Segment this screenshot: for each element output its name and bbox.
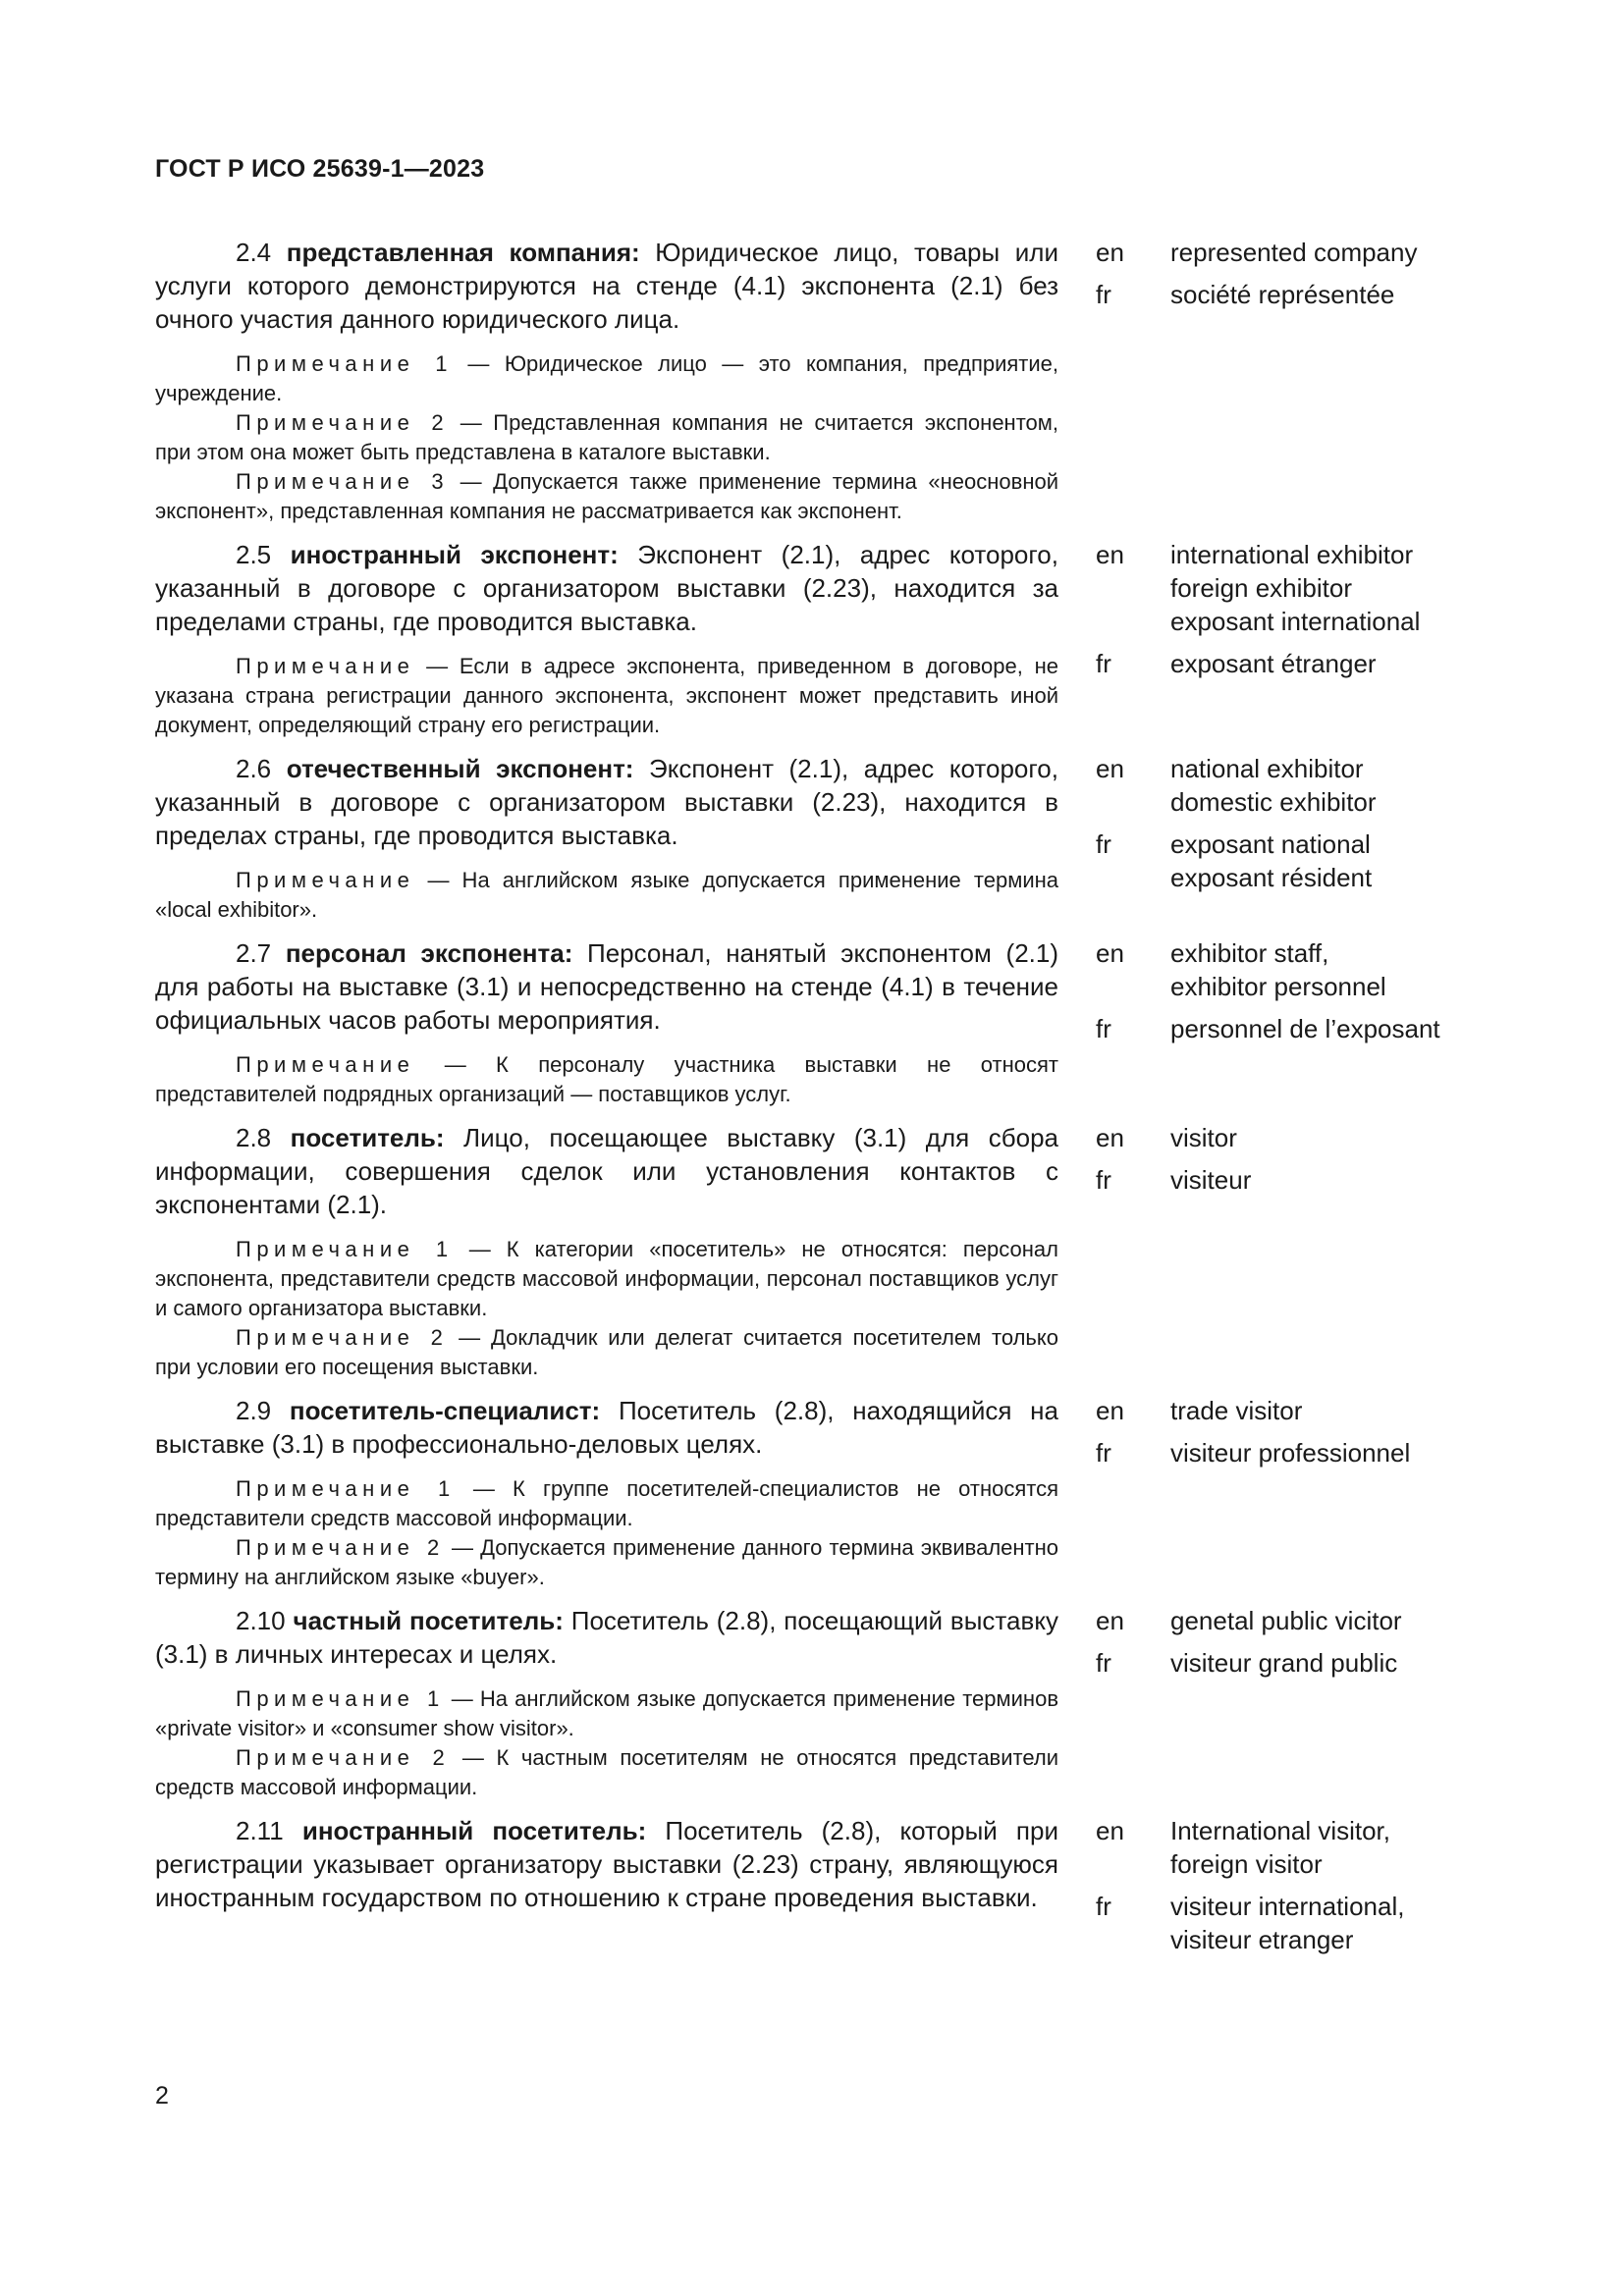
note-text: — Докладчик или делегат считается посетителем только при условии его посещения выставки. xyxy=(155,1325,1058,1379)
foreign-equivalents-column xyxy=(1096,752,1471,925)
language-code: fr xyxy=(1096,649,1111,678)
equivalent-term: foreign exhibitor xyxy=(1170,573,1352,603)
term-definition-column xyxy=(155,236,1058,526)
foreign-equivalents-column xyxy=(1096,538,1471,740)
language-group xyxy=(1096,828,1471,894)
term-name: частный посетитель: xyxy=(293,1606,564,1635)
note-label: Примечание 2 xyxy=(236,1325,449,1350)
term-definition xyxy=(155,752,1058,852)
foreign-equivalents-column xyxy=(1096,1121,1471,1382)
equivalent-terms xyxy=(1170,647,1471,680)
terms-list xyxy=(155,236,1471,1956)
language-code: en xyxy=(1096,540,1124,569)
language-group xyxy=(1096,1814,1471,1881)
term-definition-column xyxy=(155,752,1058,925)
language-group xyxy=(1096,1121,1471,1154)
definition-text: Посетитель (2.8), который при регистрации указывает организатору выставки (2.23) страну, являющуюся иностранным государством по отношению к стране проведения выставки. xyxy=(155,1816,1058,1912)
note-text: — Допускается также применение термина «неосновной экспонент», представленная компания не рассматривается как экспонент. xyxy=(155,469,1059,523)
term-name: представленная компания: xyxy=(286,238,640,267)
equivalent-terms xyxy=(1170,936,1471,1003)
term-number: 2.6 xyxy=(236,754,272,783)
notes-block xyxy=(155,1235,1058,1382)
note-label: Примечание xyxy=(236,1052,415,1077)
note xyxy=(155,1323,1058,1382)
equivalent-term: visitor xyxy=(1170,1123,1237,1152)
note xyxy=(155,1743,1058,1802)
language-group xyxy=(1096,936,1471,1003)
note-text: — Допускается применение данного термина эквивалентно термину на английском языке «buyer». xyxy=(155,1535,1059,1589)
notes-block xyxy=(155,1474,1058,1592)
note xyxy=(155,1050,1058,1109)
language-code: en xyxy=(1096,1123,1124,1152)
note-label: Примечание 1 xyxy=(236,1476,456,1501)
term-definition xyxy=(155,1121,1058,1221)
equivalent-term: visiteur professionnel xyxy=(1170,1438,1411,1468)
note-text: — Представленная компания не считается экспонентом, при этом она может быть представлена в каталоге выставки. xyxy=(155,410,1059,464)
note-label: Примечание 1 xyxy=(236,351,453,376)
term-number: 2.5 xyxy=(236,540,272,569)
term-definition-column xyxy=(155,1604,1058,1802)
notes-block xyxy=(155,1684,1058,1802)
note xyxy=(155,467,1058,526)
language-code: en xyxy=(1096,938,1124,968)
equivalent-terms xyxy=(1170,752,1471,819)
definition-text: Персонал, нанятый экспонентом (2.1) для работы на выставке (3.1) и непосредственно на стенде (4.1) в течение официальных часов работы мероприятия. xyxy=(155,938,1059,1035)
language-group xyxy=(1096,278,1471,311)
language-group xyxy=(1096,1436,1471,1469)
equivalent-terms xyxy=(1170,278,1471,311)
note-text: — К категории «посетитель» не относятся: персонал экспонента, представители средств массовой информации, персонал поставщиков услуг и самого организатора выставки. xyxy=(155,1237,1058,1320)
note-text: — Если в адресе экспонента, приведенном в договоре, не указана страна регистрации данного экспонента, экспонент может представить иной документ, определяющий страну его регистрации. xyxy=(155,654,1058,737)
equivalent-term: international exhibitor xyxy=(1170,540,1414,569)
language-group xyxy=(1096,1012,1471,1045)
equivalent-terms xyxy=(1170,1604,1471,1637)
term-name: отечественный экспонент: xyxy=(286,754,634,783)
term-entry xyxy=(155,1394,1471,1592)
equivalent-terms xyxy=(1170,1121,1471,1154)
notes-block xyxy=(155,1050,1058,1109)
document-code-header: ГОСТ Р ИСО 25639-1—2023 xyxy=(155,155,485,183)
note-text: — К персоналу участника выставки не относят представителей подрядных организаций — поставщиков услуг. xyxy=(155,1052,1058,1106)
equivalent-term: International visitor, xyxy=(1170,1816,1391,1845)
term-number: 2.4 xyxy=(236,238,272,267)
language-code: fr xyxy=(1096,1892,1111,1921)
equivalent-term: exhibitor personnel xyxy=(1170,972,1386,1001)
note xyxy=(155,408,1058,467)
equivalent-term: national exhibitor xyxy=(1170,754,1364,783)
foreign-equivalents-column xyxy=(1096,1394,1471,1592)
term-name: персонал экспонента: xyxy=(285,938,573,968)
equivalent-terms xyxy=(1170,1890,1471,1956)
note-label: Примечание 3 xyxy=(236,469,450,494)
definition-text: Лицо, посещающее выставку (3.1) для сбора информации, совершения сделок или установления контактов с экспонентами (2.1). xyxy=(155,1123,1058,1219)
foreign-equivalents-column xyxy=(1096,236,1471,526)
notes-block xyxy=(155,652,1058,740)
term-number: 2.8 xyxy=(236,1123,272,1152)
language-group xyxy=(1096,538,1471,638)
definition-text: Юридическое лицо, товары или услуги которого демонстрируются на стенде (4.1) экспонента (2.1) без очного участия данного юридического лица. xyxy=(155,238,1058,334)
term-definition-column xyxy=(155,538,1058,740)
note-text: — К частным посетителям не относятся представители средств массовой информации. xyxy=(155,1745,1058,1799)
notes-block xyxy=(155,349,1058,526)
language-code: fr xyxy=(1096,1438,1111,1468)
language-code: fr xyxy=(1096,829,1111,859)
language-code: fr xyxy=(1096,1648,1111,1678)
language-code: en xyxy=(1096,1396,1124,1425)
language-code: en xyxy=(1096,1816,1124,1845)
term-definition-column xyxy=(155,936,1058,1109)
language-group xyxy=(1096,1604,1471,1637)
term-definition xyxy=(155,236,1058,336)
equivalent-term: genetal public vicitor xyxy=(1170,1606,1402,1635)
note xyxy=(155,1235,1058,1323)
note-text: — На английском языке допускается применение терминов «private visitor» и «consumer show visitor». xyxy=(155,1686,1059,1740)
equivalent-term: visiteur grand public xyxy=(1170,1648,1398,1678)
note xyxy=(155,1684,1058,1743)
language-group xyxy=(1096,236,1471,269)
language-code: en xyxy=(1096,238,1124,267)
note-text: — К группе посетителей-специалистов не относятся представители средств массовой информации. xyxy=(155,1476,1058,1530)
language-code: en xyxy=(1096,754,1124,783)
note-label: Примечание 2 xyxy=(236,410,450,435)
equivalent-terms xyxy=(1170,236,1471,269)
equivalent-term: domestic exhibitor xyxy=(1170,787,1377,817)
equivalent-terms xyxy=(1170,1814,1471,1881)
language-group xyxy=(1096,1890,1471,1956)
term-definition-column xyxy=(155,1121,1058,1382)
equivalent-terms xyxy=(1170,538,1471,638)
equivalent-terms xyxy=(1170,1012,1471,1045)
note-label: Примечание 2 xyxy=(236,1745,451,1770)
note-text: — Юридическое лицо — это компания, предприятие, учреждение. xyxy=(155,351,1059,405)
definition-text: Экспонент (2.1), адрес которого, указанный в договоре с организатором выставки (2.23), находится за пределами страны, где проводится выставка. xyxy=(155,540,1058,636)
note xyxy=(155,652,1058,740)
equivalent-term: exposant résident xyxy=(1170,863,1373,892)
equivalent-term: visiteur international, xyxy=(1170,1892,1405,1921)
note xyxy=(155,349,1058,408)
term-entry xyxy=(155,236,1471,526)
term-number: 2.9 xyxy=(236,1396,272,1425)
note-text: — На английском языке допускается применение термина «local exhibitor». xyxy=(155,868,1058,922)
equivalent-term: exhibitor staff, xyxy=(1170,938,1329,968)
foreign-equivalents-column xyxy=(1096,1604,1471,1802)
language-group xyxy=(1096,1394,1471,1427)
language-code: fr xyxy=(1096,280,1111,309)
equivalent-term: exposant étranger xyxy=(1170,649,1377,678)
term-definition-column xyxy=(155,1394,1058,1592)
term-entry xyxy=(155,752,1471,925)
term-definition xyxy=(155,1604,1058,1671)
term-number: 2.7 xyxy=(236,938,272,968)
term-entry xyxy=(155,1604,1471,1802)
equivalent-terms xyxy=(1170,1163,1471,1197)
term-definition xyxy=(155,936,1058,1037)
term-entry xyxy=(155,1814,1471,1956)
language-code: en xyxy=(1096,1606,1124,1635)
equivalent-term: personnel de l’exposant xyxy=(1170,1014,1440,1043)
language-group xyxy=(1096,1163,1471,1197)
equivalent-term: société représentée xyxy=(1170,280,1395,309)
foreign-equivalents-column xyxy=(1096,1814,1471,1956)
equivalent-term: foreign visitor xyxy=(1170,1849,1323,1879)
equivalent-term: exposant national xyxy=(1170,829,1371,859)
equivalent-term: visiteur etranger xyxy=(1170,1925,1354,1954)
term-name: иностранный посетитель: xyxy=(301,1816,647,1845)
language-group xyxy=(1096,647,1471,680)
equivalent-terms xyxy=(1170,1436,1471,1469)
note-label: Примечание xyxy=(236,868,415,892)
term-entry xyxy=(155,1121,1471,1382)
note-label: Примечание xyxy=(236,654,415,678)
language-code: fr xyxy=(1096,1165,1111,1195)
equivalent-terms xyxy=(1170,1394,1471,1427)
term-entry xyxy=(155,936,1471,1109)
term-definition-column xyxy=(155,1814,1058,1956)
note-label: Примечание 1 xyxy=(236,1686,445,1711)
foreign-equivalents-column xyxy=(1096,936,1471,1109)
notes-block xyxy=(155,866,1058,925)
definition-text: Посетитель (2.8), находящийся на выставке (3.1) в профессионально-деловых целях. xyxy=(155,1396,1058,1459)
equivalent-term: trade visitor xyxy=(1170,1396,1303,1425)
definition-text: Экспонент (2.1), адрес которого, указанный в договоре с организатором выставки (2.23), находится в пределах страны, где проводится выставка. xyxy=(155,754,1058,850)
equivalent-terms xyxy=(1170,828,1471,894)
term-definition xyxy=(155,538,1058,638)
note xyxy=(155,866,1058,925)
term-definition xyxy=(155,1394,1058,1461)
term-name: иностранный экспонент: xyxy=(290,540,619,569)
equivalent-term: exposant international xyxy=(1170,607,1421,636)
term-name: посетитель: xyxy=(290,1123,445,1152)
equivalent-terms xyxy=(1170,1646,1471,1680)
term-name: посетитель-специалист: xyxy=(289,1396,601,1425)
term-definition xyxy=(155,1814,1058,1914)
language-group xyxy=(1096,1646,1471,1680)
language-group xyxy=(1096,752,1471,819)
note xyxy=(155,1533,1058,1592)
note xyxy=(155,1474,1058,1533)
term-number: 2.10 xyxy=(236,1606,286,1635)
page-number: 2 xyxy=(155,2082,169,2109)
equivalent-term: visiteur xyxy=(1170,1165,1252,1195)
note-label: Примечание 2 xyxy=(236,1535,445,1560)
equivalent-term: represented company xyxy=(1170,238,1418,267)
language-code: fr xyxy=(1096,1014,1111,1043)
note-label: Примечание 1 xyxy=(236,1237,454,1261)
term-number: 2.11 xyxy=(236,1816,284,1845)
definition-text: Посетитель (2.8), посещающий выставку (3.1) в личных интересах и целях. xyxy=(155,1606,1058,1669)
term-entry xyxy=(155,538,1471,740)
